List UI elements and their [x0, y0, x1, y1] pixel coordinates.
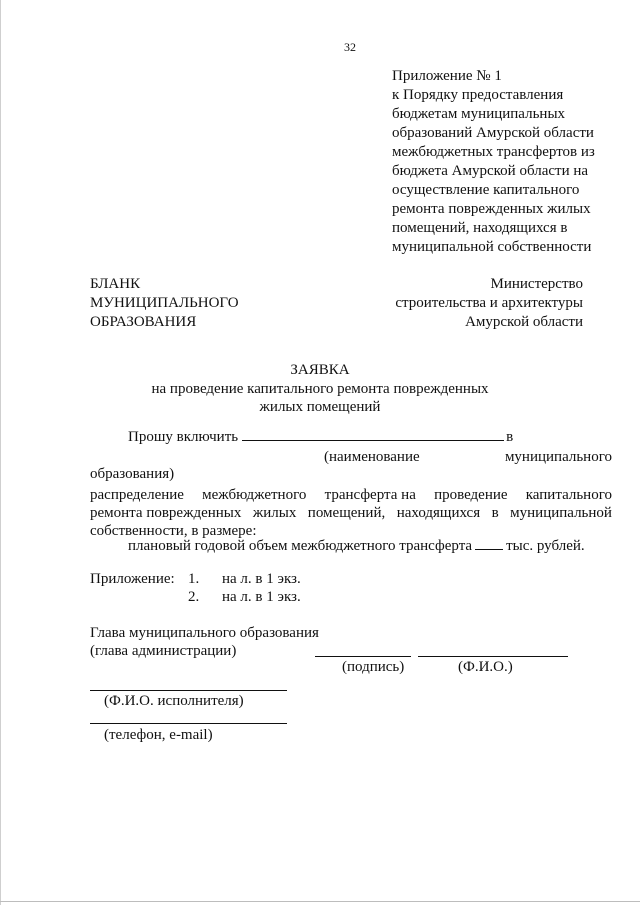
scan-edge-left: [0, 0, 1, 905]
body-word: находящихся: [396, 505, 481, 521]
body-word: распределение: [90, 487, 184, 503]
attachments-label: Приложение:: [90, 571, 175, 587]
body-word: межбюджетного: [202, 487, 307, 503]
hint-formation: образования): [90, 466, 175, 482]
body-word: проведение: [434, 487, 508, 503]
body-word: в: [491, 505, 499, 521]
blank-line: МУНИЦИПАЛЬНОГО: [90, 295, 239, 311]
executor-contact-hint: (телефон, e-mail): [104, 727, 213, 743]
executor-name-hint: (Ф.И.О. исполнителя): [104, 693, 244, 709]
volume-line: [128, 537, 585, 555]
hint-municipal: муниципального: [504, 449, 612, 465]
appendix-line: осуществление капитального: [392, 182, 580, 198]
document-subtitle: [0, 380, 640, 416]
blank-block: [90, 275, 239, 332]
executor-contact-field[interactable]: [90, 723, 287, 724]
body-word: муниципальной: [510, 505, 612, 521]
executor-name-field[interactable]: [90, 690, 287, 691]
appendix-line: муниципальной собственности: [392, 239, 592, 255]
body-word: помещений,: [307, 505, 386, 521]
appendix-line: бюджета Амурской области на: [392, 163, 589, 179]
body-word: трансферта на: [324, 487, 416, 503]
fio-field[interactable]: [418, 656, 568, 657]
addressee-line: Амурской области: [465, 314, 583, 330]
blank-line: БЛАНК: [90, 276, 141, 292]
appendix-line: ремонта поврежденных жилых: [392, 201, 591, 217]
addressee-line: строительства и архитектуры: [395, 295, 583, 311]
attachment-text: на л. в 1 экз.: [222, 589, 301, 605]
blank-line: ОБРАЗОВАНИЯ: [90, 314, 197, 330]
appendix-block: [392, 67, 595, 257]
head-title-line-1: Глава муниципального образования: [90, 625, 319, 641]
body-line-2: [90, 505, 612, 522]
addressee-line: Министерство: [490, 276, 583, 292]
municipality-name-field[interactable]: [242, 428, 504, 441]
body-line-1: [90, 487, 612, 504]
body-word: капитального: [525, 487, 612, 503]
body-word: ремонта поврежденных: [90, 505, 242, 521]
volume-lead: плановый годовой объем межбюджетного трансферта: [128, 538, 473, 554]
appendix-line: бюджетам муниципальных: [392, 106, 566, 122]
signature-hint: (подпись): [342, 659, 405, 675]
scan-edge-bottom: [0, 901, 640, 902]
appendix-line: к Порядку предоставления: [392, 87, 564, 103]
body-word: жилых: [252, 505, 297, 521]
addressee-block: [395, 275, 583, 332]
appendix-line: помещений, находящихся в: [392, 220, 568, 236]
hint-name: (наименование: [324, 449, 420, 465]
subtitle-line-1: на проведение капитального ремонта поврежденных: [151, 381, 489, 397]
signature-field[interactable]: [315, 656, 411, 657]
fio-hint: (Ф.И.О.): [458, 659, 513, 675]
appendix-line: Приложение № 1: [392, 68, 502, 84]
appendix-line: межбюджетных трансфертов из: [392, 144, 595, 160]
volume-unit: тыс. рублей.: [506, 538, 585, 554]
document-title: ЗАЯВКА: [290, 362, 350, 378]
request-line: [128, 428, 513, 446]
head-title-line-2: (глава администрации): [90, 643, 237, 659]
subtitle-line-2: жилых помещений: [259, 399, 381, 415]
body-line-3: собственности, в размере:: [90, 523, 257, 539]
appendix-line: образований Амурской области: [392, 125, 594, 141]
request-lead: Прошу включить: [128, 429, 239, 445]
attachment-number: 2.: [188, 589, 200, 605]
attachment-number: 1.: [188, 571, 200, 587]
volume-amount-field[interactable]: [475, 537, 503, 550]
request-in-word: в: [506, 429, 514, 445]
attachment-text: на л. в 1 экз.: [222, 571, 301, 587]
page-number: 32: [344, 40, 356, 54]
